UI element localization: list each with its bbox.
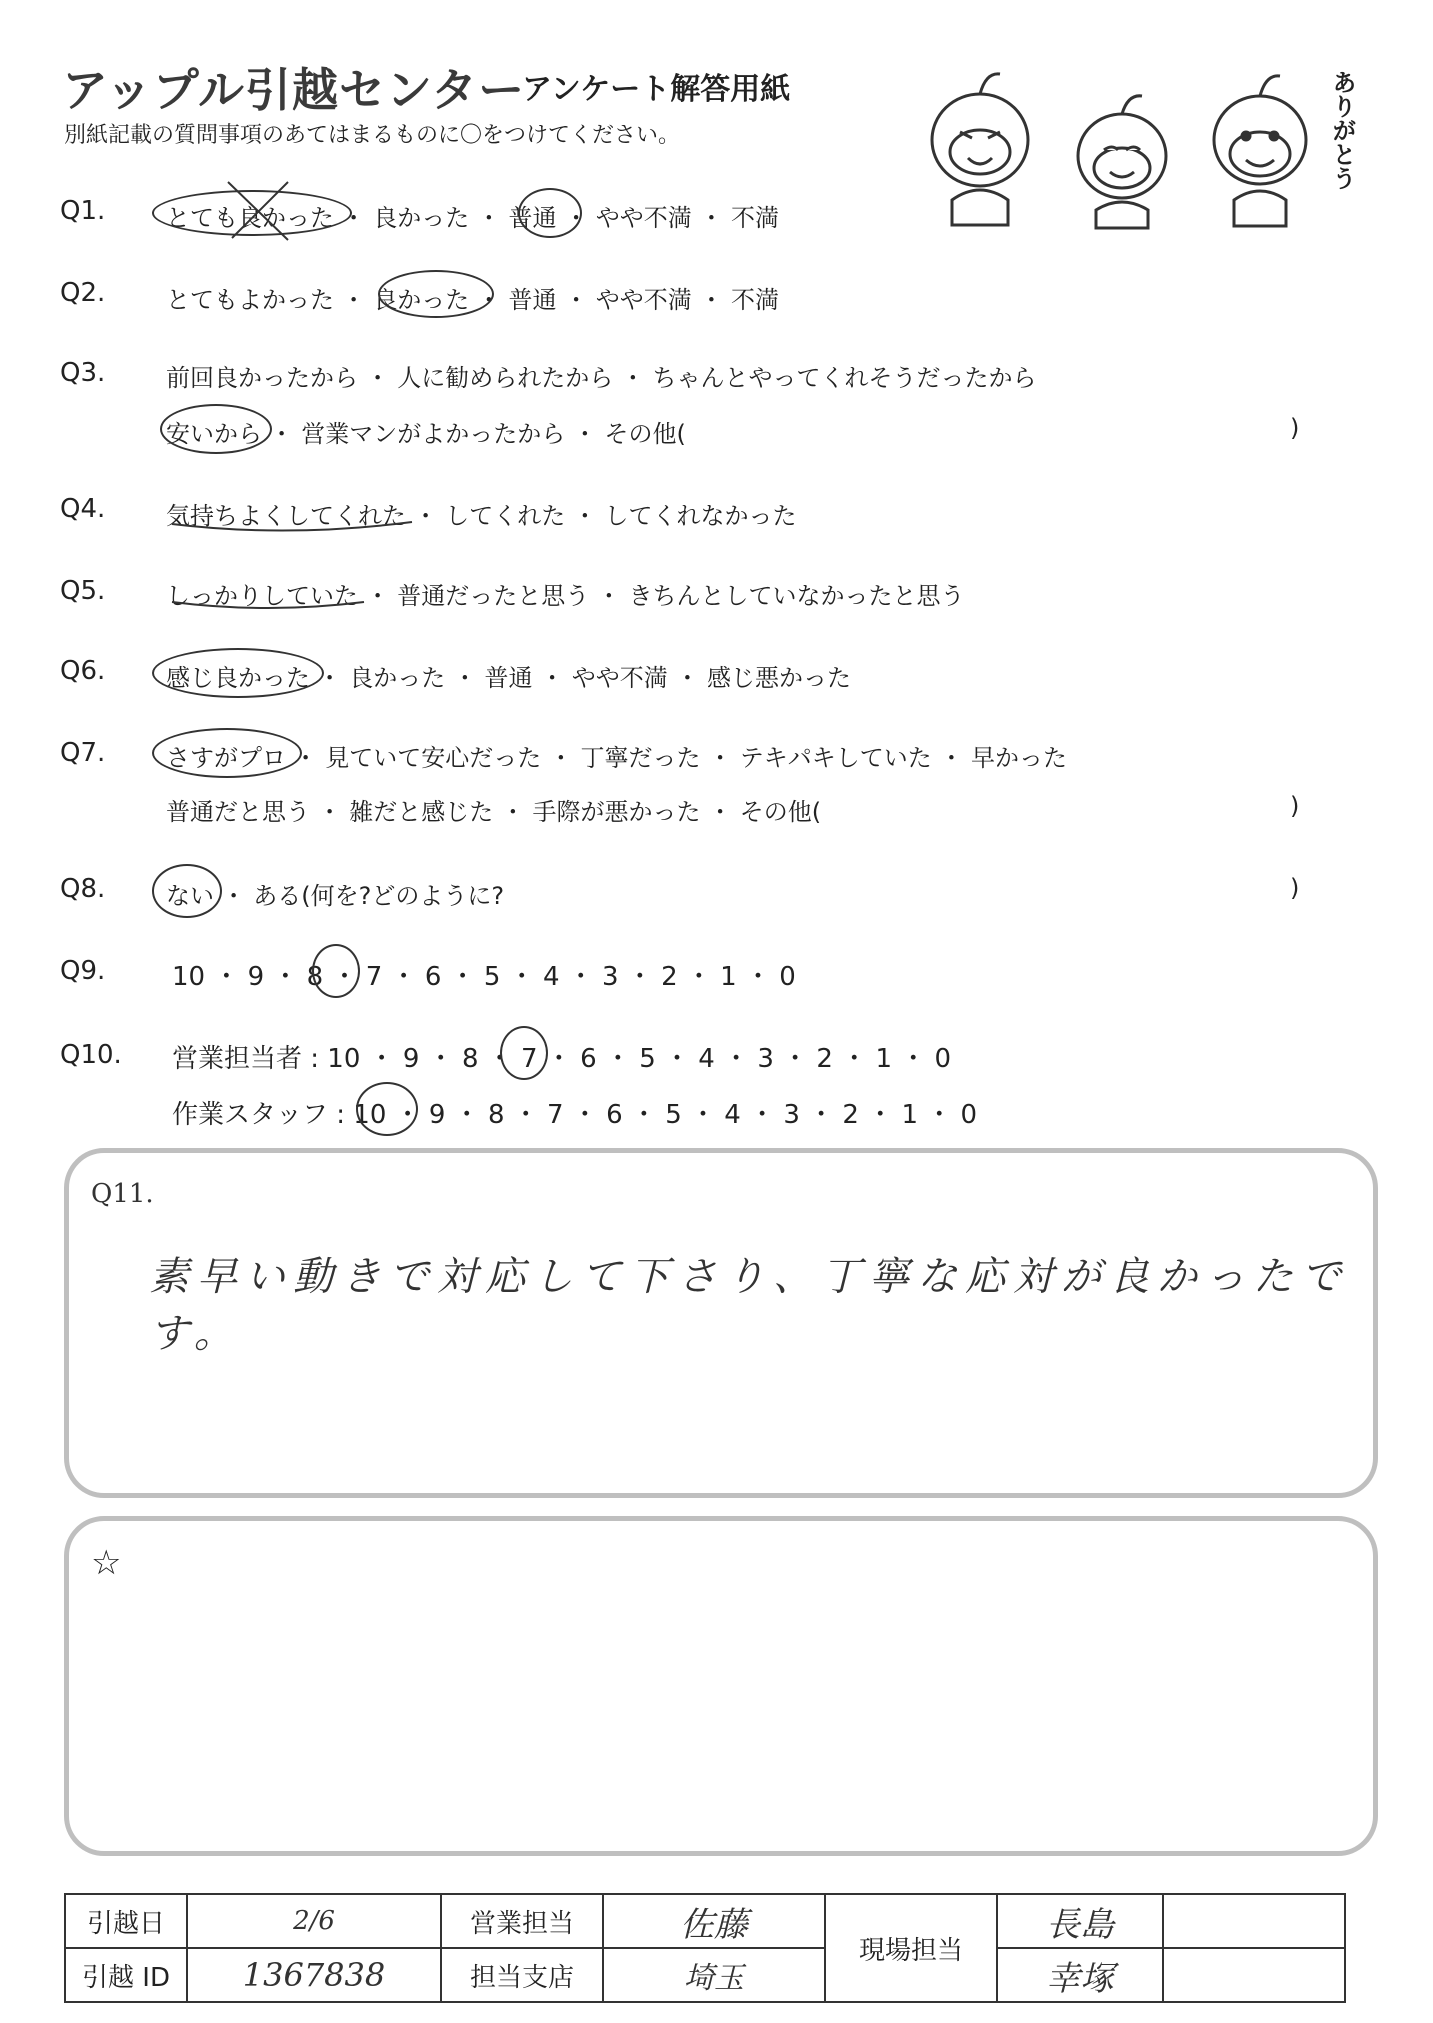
q6-label: Q6. [60, 656, 106, 686]
monkey-middle-icon [1078, 96, 1166, 228]
form-subtitle: アンケート解答用紙 [522, 72, 791, 107]
field-staff-value-1: 長島 [997, 1894, 1163, 1948]
q10-label: Q10. [60, 1040, 122, 1070]
monkey-left-icon [932, 74, 1028, 225]
q3-label: Q3. [60, 358, 106, 388]
q10-staff-answer-circle [356, 1082, 418, 1136]
field-staff-empty-2 [1163, 1948, 1345, 2002]
move-date-value: 2/6 [187, 1894, 441, 1948]
q10-staff-scale: 作業スタッフ : 10 ・ 9 ・ 8 ・ 7 ・ 6 ・ 5 ・ 4 ・ 3 ・ 2 ・ 1 ・ 0 [172, 1100, 978, 1130]
q9-scale: 10 ・ 9 ・ 8 ・ 7 ・ 6 ・ 5 ・ 4 ・ 3 ・ 2 ・ 1 ・ 0 [172, 962, 796, 992]
q4-label: Q4. [60, 494, 106, 524]
q5-underline-mark [168, 596, 368, 616]
star-icon: ☆ [91, 1543, 122, 1583]
q11-comment-box [64, 1148, 1378, 1498]
q11-answer: 素早い動きで対応して下さり、丁寧な応対が良かったです。 [149, 1254, 1349, 1357]
q8-label: Q8. [60, 874, 106, 904]
form-instruction: 別紙記載の質問事項のあてはまるものに〇をつけてください。 [64, 123, 681, 148]
q9-answer-circle [312, 944, 360, 998]
q2-label: Q2. [60, 278, 106, 308]
monkey-right-icon [1214, 76, 1306, 226]
thanks-vertical-text: ありがとう [1328, 70, 1356, 190]
q10-sales-answer-circle [500, 1026, 548, 1080]
q1-cross-mark [218, 176, 298, 246]
field-staff-value-2: 幸塚 [997, 1948, 1163, 2002]
q2-options: とてもよかった ・ 良かった ・ 普通 ・ やや不満 ・ 不満 [166, 286, 780, 314]
q9-label: Q9. [60, 956, 106, 986]
q6-answer-circle [152, 648, 324, 698]
footer-info-table [64, 1893, 1346, 2003]
move-id-label: 引越 ID [65, 1948, 187, 2002]
q5-label: Q5. [60, 576, 106, 606]
star-comment-box [64, 1516, 1378, 1856]
q3-options-line1: 前回良かったから ・ 人に勧められたから ・ ちゃんとやってくれそうだったから [166, 364, 1037, 392]
branch-label: 担当支店 [441, 1948, 603, 2002]
field-staff-label: 現場担当 [825, 1894, 997, 2002]
branch-value: 埼玉 [603, 1948, 825, 2002]
q3-options-line2: 安いから ・ 営業マンがよかったから ・ その他( [166, 420, 686, 448]
q11-label: Q11. [91, 1179, 154, 1209]
move-date-label: 引越日 [65, 1894, 187, 1948]
q7-label: Q7. [60, 738, 106, 768]
q3-close-paren: ) [1290, 414, 1300, 442]
q1-options: とても良かった ・ 良かった ・ 普通 ・ やや不満 ・ 不満 [166, 204, 780, 232]
q3-answer-circle [160, 404, 272, 454]
q8-answer-circle [152, 864, 222, 918]
move-id-value: 1367838 [187, 1948, 441, 2002]
q1-label: Q1. [60, 196, 106, 226]
monkey-mascots-illustration [900, 60, 1340, 230]
q1-answer-circle-2 [518, 188, 582, 238]
q10-sales-scale: 営業担当者 : 10 ・ 9 ・ 8 ・ 7 ・ 6 ・ 5 ・ 4 ・ 3 ・ 2 ・ 1 ・ 0 [172, 1044, 952, 1074]
q6-options: 感じ良かった ・ 良かった ・ 普通 ・ やや不満 ・ 感じ悪かった [166, 664, 852, 692]
q4-underline-mark [168, 516, 418, 540]
q8-options: ない ・ ある(何を?どのように? [166, 882, 505, 910]
q7-options-line2: 普通だと思う ・ 雑だと感じた ・ 手際が悪かった ・ その他( [166, 798, 822, 826]
q7-answer-circle [152, 728, 302, 778]
q5-options: しっかりしていた ・ 普通だったと思う ・ きちんとしていなかったと思う [166, 582, 965, 610]
q2-answer-circle [378, 270, 494, 318]
sales-label: 営業担当 [441, 1894, 603, 1948]
q8-close-paren: ) [1290, 874, 1300, 902]
q7-options-line1: さすがプロ ・ 見ていて安心だった ・ 丁寧だった ・ テキパキしていた ・ 早かった [166, 744, 1068, 772]
q7-close-paren: ) [1290, 792, 1300, 820]
sales-value: 佐藤 [603, 1894, 825, 1948]
q4-options: 気持ちよくしてくれた ・ してくれた ・ してくれなかった [166, 502, 797, 530]
field-staff-empty-1 [1163, 1894, 1345, 1948]
company-title: アップル引越センター [62, 63, 526, 117]
